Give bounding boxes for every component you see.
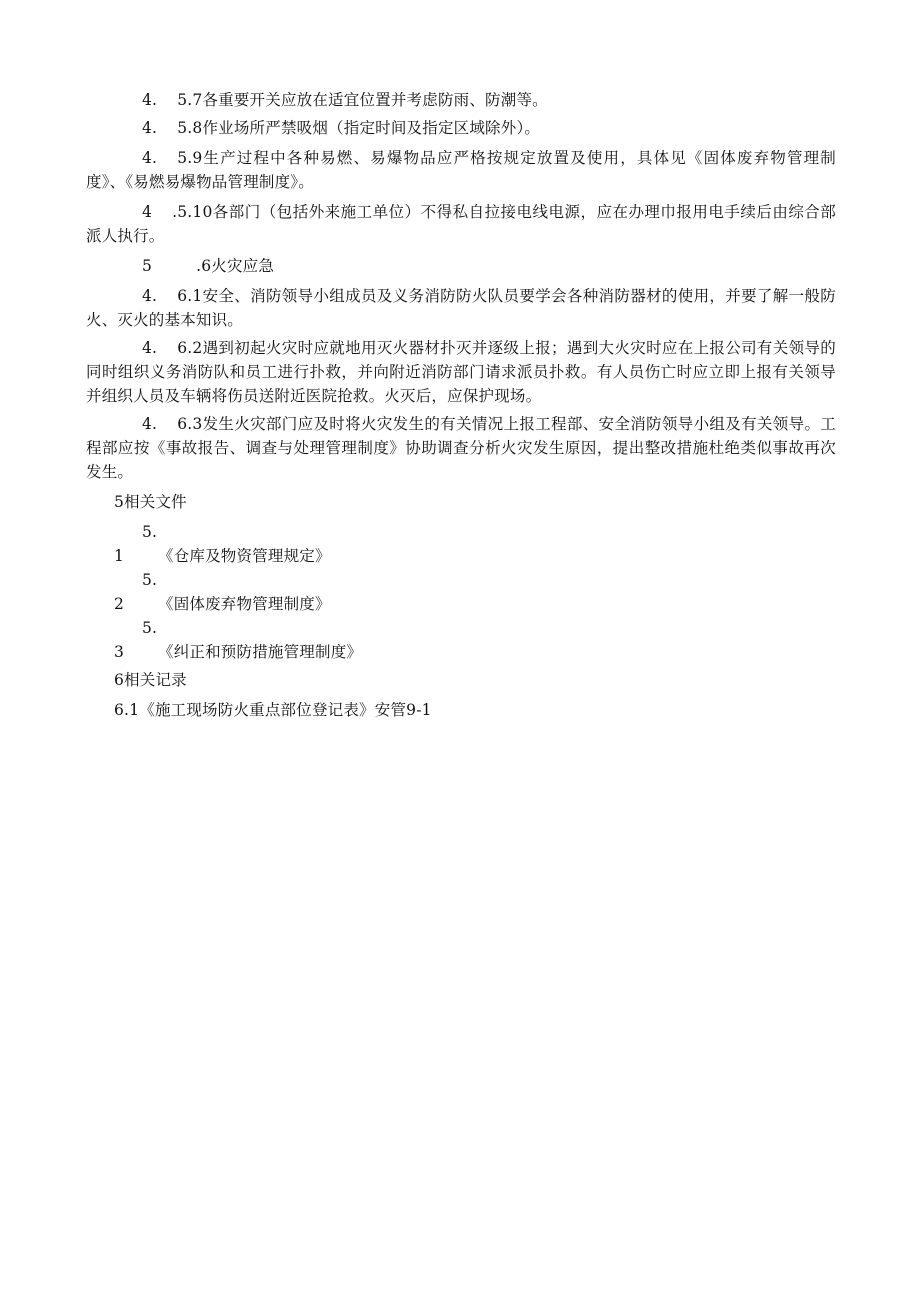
paragraph-6-1 [86,284,836,332]
paragraph-number: 4. [142,339,158,357]
paragraph-text: .5.10各部门（包括外来施工单位）不得私自拉接电线电源，应在办理巾报用电手续后由综合部派人执行。 [86,203,836,245]
section-heading-related-documents: 5相关文件 [114,493,187,511]
paragraph-text: 6.1安全、消防领导小组成员及义务消防防火队员要学会各种消防器材的使用，并要了解一般防火、灭火的基本知识。 [86,287,836,329]
item-text: 《仓库及物资管理规定》 [158,547,331,565]
paragraph-6-2 [86,336,836,408]
paragraph-5-10 [86,200,836,248]
paragraph-number: 4. [142,415,158,433]
paragraph-number: 5 [142,257,153,275]
paragraph-number: 4. [142,119,158,137]
related-record-item: 6.1《施工现场防火重点部位登记表》安管9-1 [114,701,432,719]
paragraph-text: 6.2遇到初起火灾时应就地用灭火器材扑灭并逐级上报；遇到大火灾时应在上报公司有关领导的同时组织义务消防队和员工进行扑救，并向附近消防部门请求派员扑救。有人员伤亡时应立即上报有关领导并组织人员及车辆将伤员送附近医院抢救。火灭后，应保护现场。 [86,339,836,405]
paragraph-text: 6.3发生火灾部门应及时将火灾发生的有关情况上报工程部、安全消防领导小组及有关领导。工程部应按《事故报告、调查与处理管理制度》协助调查分析火灾发生原因，提出整改措施杜绝类似事故再次发生。 [86,415,836,481]
related-document-item [86,616,836,664]
paragraph-5-9 [86,146,836,194]
paragraph-text: 5.9生产过程中各种易燃、易爆物品应严格按规定放置及使用，具体见《固体废弃物管理制度》、《易燃易爆物品管理制度》。 [86,149,836,191]
paragraph-number: 4. [142,287,158,305]
paragraph-6-3 [86,412,836,484]
paragraph-5-7 [86,88,836,112]
paragraph-number: 4. [142,91,158,109]
related-document-item [86,520,836,568]
heading-fire-emergency [86,254,836,278]
paragraph-number: 4 [142,203,153,221]
item-text: 《纠正和预防措施管理制度》 [158,643,363,661]
item-number: 5.3 [114,619,158,661]
section-heading-related-records: 6相关记录 [114,671,187,689]
paragraph-text: .6火灾应急 [196,257,275,275]
paragraph-5-8 [86,116,836,140]
paragraph-text: 5.7各重要开关应放在适宜位置并考虑防雨、防潮等。 [177,91,548,109]
paragraph-text: 5.8作业场所严禁吸烟（指定时间及指定区域除外）。 [177,119,541,137]
item-number: 5.2 [114,571,158,613]
item-number: 5.1 [114,523,158,565]
document-body [86,88,836,726]
item-text: 《固体废弃物管理制度》 [158,595,331,613]
related-document-item [86,568,836,616]
paragraph-number: 4. [142,149,158,167]
